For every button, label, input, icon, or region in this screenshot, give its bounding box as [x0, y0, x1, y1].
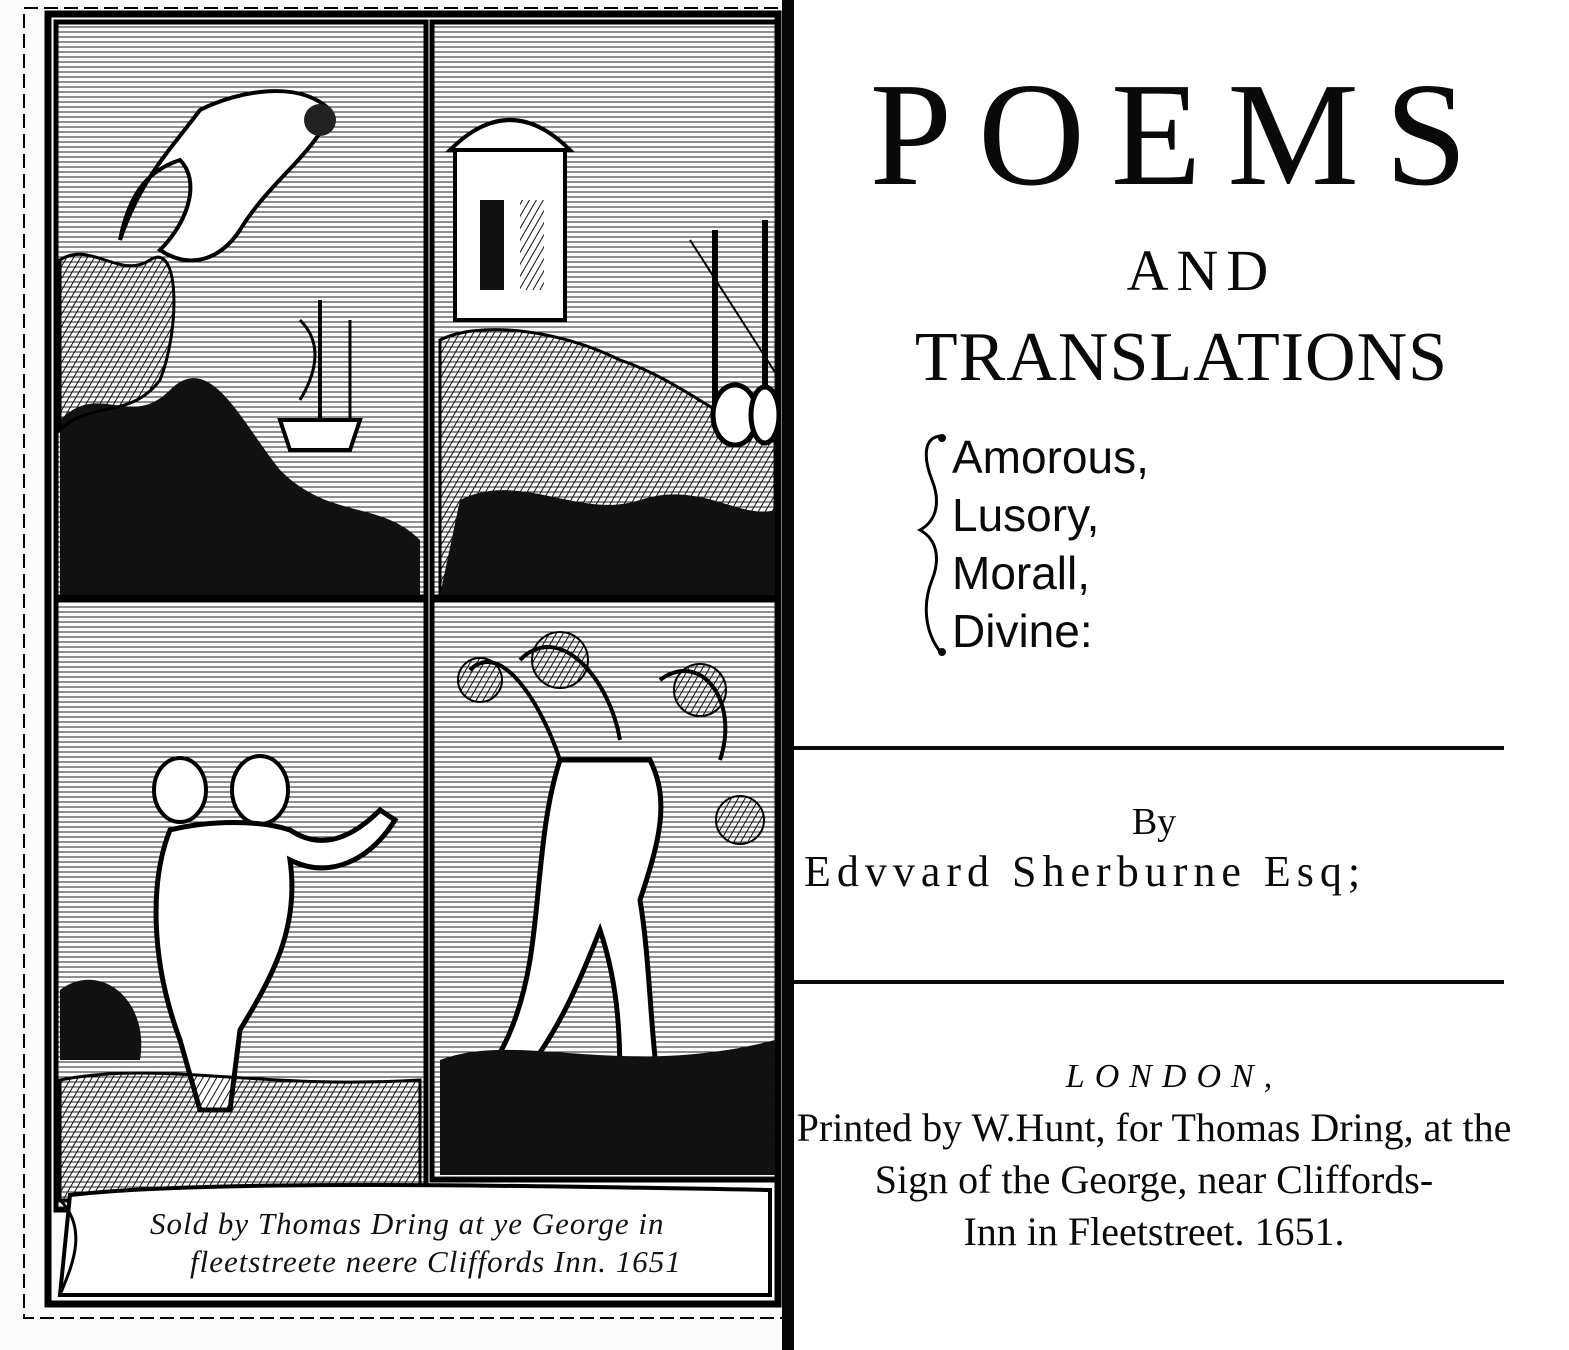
- genre-list: [914, 428, 1149, 660]
- imprint-line-1: Printed by W.Hunt, for Thomas Dring, at the: [796, 1105, 1512, 1150]
- genre-amorous: Amorous,: [952, 431, 1149, 483]
- title-translations: TRANSLATIONS: [914, 319, 1449, 396]
- genre-lusory: Lusory,: [952, 489, 1100, 541]
- title-page: [794, 0, 1569, 1350]
- imprint-line-3: Inn in Fleetstreet. 1651.: [963, 1209, 1345, 1254]
- genre-morall: Morall,: [952, 547, 1091, 599]
- divider-rule-top: [794, 746, 1504, 750]
- title-poems: POEMS: [869, 53, 1494, 217]
- frontispiece-imprint-line-2: fleetstreete neere Cliffords Inn. 1651: [190, 1244, 682, 1279]
- panel-top-right: [432, 22, 780, 597]
- panel-bottom-left: [56, 600, 426, 1210]
- imprint-city: LONDON,: [1065, 1058, 1283, 1095]
- page-gutter: [782, 0, 794, 1350]
- genre-divine: Divine:: [952, 605, 1093, 657]
- title-and: AND: [1126, 238, 1277, 303]
- author-name: Edvvard Sherburne Esq;: [804, 847, 1367, 896]
- panel-bottom-right: [432, 600, 778, 1180]
- divider-rule-bottom: [794, 980, 1504, 984]
- byline-by: By: [1131, 801, 1177, 843]
- frontispiece-imprint-line-1: Sold by Thomas Dring at ye George in: [150, 1206, 665, 1241]
- imprint-line-2: Sign of the George, near Cliffords-: [874, 1157, 1434, 1202]
- panel-top-left: [56, 22, 426, 597]
